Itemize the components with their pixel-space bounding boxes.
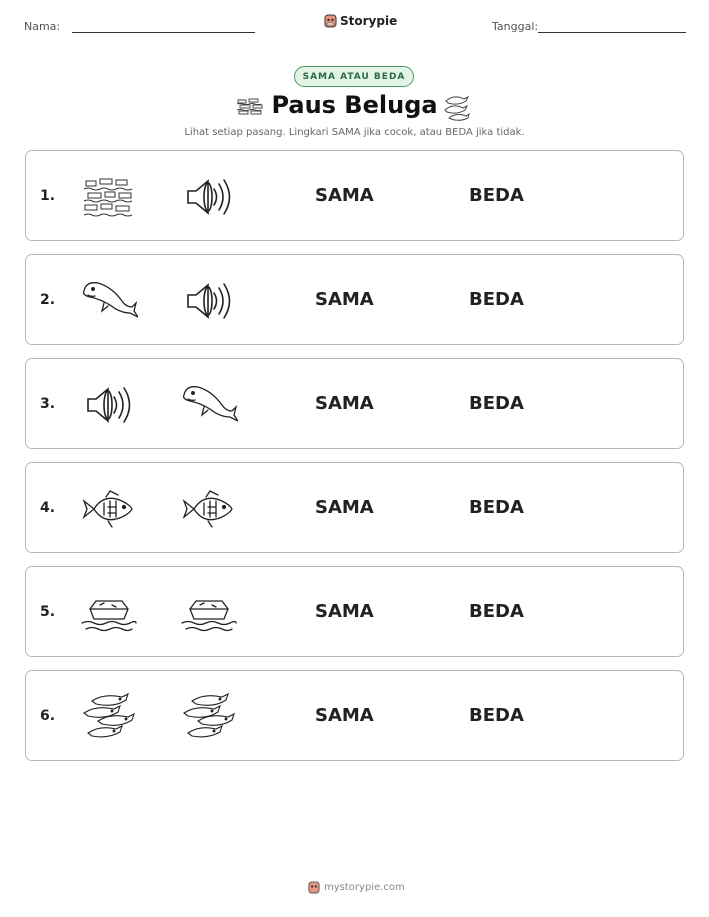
beluga-icon: [80, 275, 138, 327]
storypie-mascot-icon: [308, 880, 320, 894]
worksheet-type-badge: SAMA ATAU BEDA: [294, 66, 414, 87]
speaker-icon: [180, 275, 238, 327]
ice-floe-icon: [80, 587, 138, 639]
storypie-mascot-icon: [324, 13, 337, 28]
question-row-5: [25, 566, 684, 657]
question-number: 2.: [40, 291, 56, 308]
date-label: Tanggal:: [492, 20, 539, 33]
name-label: Nama:: [24, 20, 61, 33]
brand-logo: [324, 13, 397, 28]
ice-floe-icon: [180, 587, 238, 639]
name-field-line[interactable]: [72, 32, 255, 33]
date-field-line[interactable]: [538, 32, 686, 33]
speaker-icon: [80, 379, 138, 431]
page-title: Paus Beluga: [271, 91, 438, 119]
dolphin-pod-icon: [180, 691, 238, 743]
same-option[interactable]: SAMA: [315, 601, 374, 622]
question-row-2: [25, 254, 684, 345]
question-row-6: [25, 670, 684, 761]
footer: [308, 880, 405, 894]
dolphin-pod-icon: [442, 91, 474, 123]
question-number: 5.: [40, 603, 56, 620]
different-option[interactable]: BEDA: [469, 393, 524, 414]
same-option[interactable]: SAMA: [315, 185, 374, 206]
question-number: 6.: [40, 707, 56, 724]
different-option[interactable]: BEDA: [469, 705, 524, 726]
ice-icon: [80, 171, 138, 223]
same-option[interactable]: SAMA: [315, 289, 374, 310]
different-option[interactable]: BEDA: [469, 601, 524, 622]
fish-icon: [80, 483, 138, 535]
instructions: Lihat setiap pasang. Lingkari SAMA jika cocok, atau BEDA jika tidak.: [184, 127, 525, 138]
same-option[interactable]: SAMA: [315, 393, 374, 414]
question-number: 1.: [40, 187, 56, 204]
different-option[interactable]: BEDA: [469, 289, 524, 310]
fish-icon: [180, 483, 238, 535]
footer-url[interactable]: mystorypie.com: [324, 881, 405, 893]
different-option[interactable]: BEDA: [469, 497, 524, 518]
different-option[interactable]: BEDA: [469, 185, 524, 206]
speaker-icon: [180, 171, 238, 223]
question-row-4: [25, 462, 684, 553]
brand-name: Storypie: [340, 13, 398, 28]
question-number: 3.: [40, 395, 56, 412]
dolphin-pod-icon: [80, 691, 138, 743]
same-option[interactable]: SAMA: [315, 705, 374, 726]
beluga-icon: [180, 379, 238, 431]
question-row-1: [25, 150, 684, 241]
question-number: 4.: [40, 499, 56, 516]
same-option[interactable]: SAMA: [315, 497, 374, 518]
question-row-3: [25, 358, 684, 449]
